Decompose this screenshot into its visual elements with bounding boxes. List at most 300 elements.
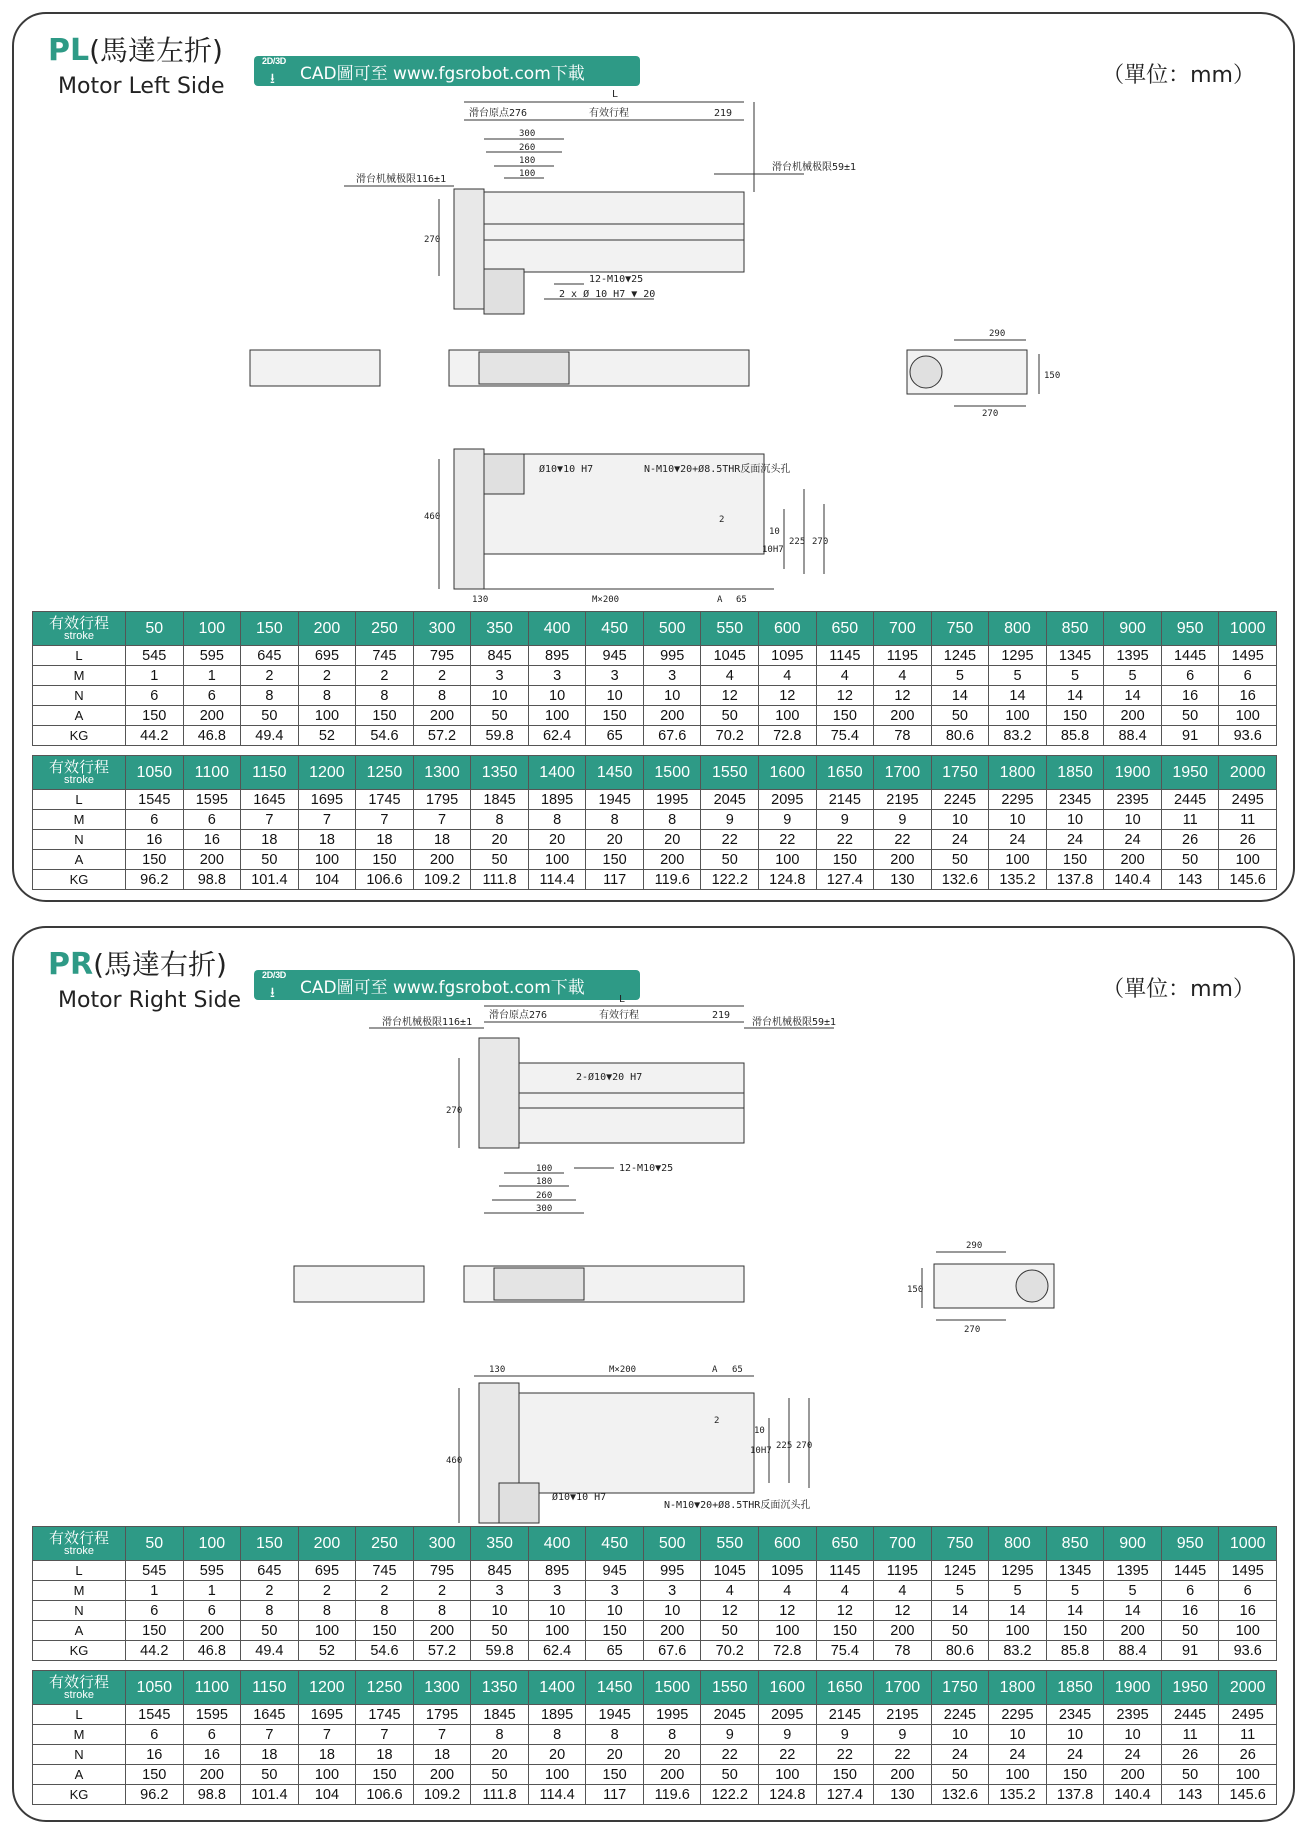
table-cell: 50 (931, 1765, 989, 1785)
table-cell: 8 (586, 1725, 644, 1745)
table-cell: 4 (874, 1581, 932, 1601)
table-cell: 7 (413, 1725, 471, 1745)
table-cell: 22 (874, 1745, 932, 1765)
table-cell: 24 (931, 1745, 989, 1765)
stroke-value: 400 (528, 612, 586, 646)
table-cell: 10 (528, 686, 586, 706)
table-cell: 2495 (1219, 1705, 1277, 1725)
table-cell: 52 (298, 726, 356, 746)
download-icon: 2D/3D ⭳ (262, 970, 287, 1000)
table-cell: 1945 (586, 790, 644, 810)
table-cell: 200 (1104, 706, 1162, 726)
table-cell: 127.4 (816, 1785, 874, 1805)
table-cell: 16 (183, 830, 241, 850)
table-cell: 24 (989, 830, 1047, 850)
table-cell: 150 (356, 850, 414, 870)
table-cell: 6 (1219, 1581, 1277, 1601)
dim-limit-left: 滑台机械极限116±1 (382, 1017, 473, 1028)
table-cell: 1395 (1104, 1561, 1162, 1581)
table-cell: 1 (183, 666, 241, 686)
table-cell: 57.2 (413, 1641, 471, 1661)
table-cell: 26 (1161, 830, 1219, 850)
table-cell: 100 (528, 1765, 586, 1785)
technical-drawing (14, 928, 1297, 1528)
stroke-value: 1250 (356, 756, 414, 790)
table-cell: 50 (931, 850, 989, 870)
dim-10h7: 10H7 (750, 1446, 772, 1456)
dim-270-end: 270 (964, 1325, 981, 1335)
table-cell: 8 (586, 810, 644, 830)
table-cell: 11 (1161, 810, 1219, 830)
stroke-value: 250 (356, 1527, 414, 1561)
table-row (33, 1561, 1277, 1581)
table-cell: 1295 (989, 1561, 1047, 1581)
table-cell: 1695 (298, 1705, 356, 1725)
dim-460: 460 (446, 1456, 463, 1466)
unit-label: （單位：mm） (1102, 977, 1255, 1002)
row-label: KG (33, 1785, 126, 1805)
dim-10: 10 (769, 527, 780, 537)
table-cell: 8 (471, 810, 529, 830)
dim-290: 290 (989, 329, 1006, 339)
table-cell: 7 (356, 1725, 414, 1745)
table-cell: 2445 (1161, 790, 1219, 810)
table-cell: 10 (528, 1601, 586, 1621)
table-cell: 150 (816, 706, 874, 726)
table-cell: 2 (356, 666, 414, 686)
dim-10: 10 (754, 1426, 765, 1436)
stroke-value: 300 (413, 1527, 471, 1561)
dim-100: 100 (519, 169, 536, 179)
table-cell: 16 (1219, 686, 1277, 706)
table-row (33, 1621, 1277, 1641)
table-cell: 595 (183, 1561, 241, 1581)
table-cell: 200 (413, 1765, 471, 1785)
table-cell: 150 (586, 1621, 644, 1641)
stroke-value: 900 (1104, 1527, 1162, 1561)
table-cell: 80.6 (931, 726, 989, 746)
table-cell: 200 (1104, 1765, 1162, 1785)
table-cell: 50 (471, 1621, 529, 1641)
stroke-value: 1800 (989, 756, 1047, 790)
table-cell: 2195 (874, 1705, 932, 1725)
table-cell: 1545 (126, 790, 184, 810)
table-cell: 2 (413, 666, 471, 686)
table-cell: 1045 (701, 646, 759, 666)
table-cell: 5 (989, 1581, 1047, 1601)
table-cell: 18 (356, 830, 414, 850)
stroke-value: 450 (586, 612, 644, 646)
table-cell: 10 (1104, 1725, 1162, 1745)
table-cell: 645 (241, 646, 299, 666)
spec-table-1 (32, 1526, 1277, 1661)
table-cell: 62.4 (528, 1641, 586, 1661)
table-cell: 96.2 (126, 1785, 184, 1805)
dim-290: 290 (966, 1241, 983, 1251)
table-cell: 8 (298, 1601, 356, 1621)
dim-10h7: 10H7 (762, 545, 784, 555)
table-cell: 200 (413, 850, 471, 870)
table-cell: 1445 (1161, 646, 1219, 666)
stroke-value: 550 (701, 1527, 759, 1561)
table-cell: 100 (298, 1765, 356, 1785)
table-cell: 2395 (1104, 790, 1162, 810)
table-cell: 150 (586, 850, 644, 870)
stroke-value: 200 (298, 1527, 356, 1561)
table-cell: 9 (759, 810, 817, 830)
table-cell: 5 (989, 666, 1047, 686)
table-cell: 98.8 (183, 870, 241, 890)
stroke-value: 450 (586, 1527, 644, 1561)
title-en: Motor Right Side (58, 988, 242, 1013)
table-row (33, 726, 1277, 746)
table-cell: 1145 (816, 1561, 874, 1581)
table-cell: 4 (701, 666, 759, 686)
table-cell: 6 (1219, 666, 1277, 686)
row-label: L (33, 1705, 126, 1725)
table-row (33, 810, 1277, 830)
table-cell: 2245 (931, 790, 989, 810)
table-cell: 1545 (126, 1705, 184, 1725)
dim-180: 180 (519, 156, 536, 166)
table-cell: 2345 (1046, 790, 1104, 810)
table-cell: 80.6 (931, 1641, 989, 1661)
dim-2: 2 (719, 515, 725, 525)
table-cell: 2495 (1219, 790, 1277, 810)
stroke-header: 有效行程 stroke (33, 756, 126, 790)
table-row (33, 870, 1277, 890)
table-cell: 5 (1104, 1581, 1162, 1601)
table-cell: 24 (989, 1745, 1047, 1765)
table-cell: 50 (701, 850, 759, 870)
table-cell: 1745 (356, 1705, 414, 1725)
table-cell: 59.8 (471, 1641, 529, 1661)
table-cell: 1 (126, 1581, 184, 1601)
table-cell: 143 (1161, 870, 1219, 890)
stroke-value: 150 (241, 1527, 299, 1561)
stroke-value: 50 (126, 1527, 184, 1561)
table-cell: 54.6 (356, 726, 414, 746)
spec-table-2 (32, 755, 1277, 890)
table-cell: 122.2 (701, 870, 759, 890)
spec-table-1 (32, 611, 1277, 746)
table-cell: 46.8 (183, 1641, 241, 1661)
table-cell: 1845 (471, 790, 529, 810)
stroke-value: 600 (759, 612, 817, 646)
table-cell: 150 (356, 1765, 414, 1785)
stroke-value: 1300 (413, 756, 471, 790)
dim-219: 219 (712, 1010, 731, 1021)
table-cell: 78 (874, 1641, 932, 1661)
table-row (33, 850, 1277, 870)
table-cell: 9 (874, 1725, 932, 1745)
dim-mx200: M×200 (609, 1365, 637, 1375)
table-cell: 3 (528, 666, 586, 686)
table-cell: 50 (701, 706, 759, 726)
table-cell: 117 (586, 1785, 644, 1805)
table-cell: 20 (643, 1745, 701, 1765)
table-cell: 75.4 (816, 726, 874, 746)
stroke-value: 1950 (1161, 1671, 1219, 1705)
table-cell: 1845 (471, 1705, 529, 1725)
row-label: L (33, 646, 126, 666)
table-cell: 100 (528, 1621, 586, 1641)
table-cell: 1495 (1219, 1561, 1277, 1581)
table-cell: 49.4 (241, 726, 299, 746)
row-label: A (33, 706, 126, 726)
stroke-value: 350 (471, 612, 529, 646)
stroke-value: 1650 (816, 1671, 874, 1705)
dim-holes-m10: 12-M10▼25 (619, 1163, 674, 1174)
table-cell: 2045 (701, 1705, 759, 1725)
stroke-value: 1800 (989, 1671, 1047, 1705)
table-cell: 695 (298, 1561, 356, 1581)
stroke-value: 350 (471, 1527, 529, 1561)
table-cell: 2295 (989, 1705, 1047, 1725)
table-cell: 14 (989, 1601, 1047, 1621)
table-row (33, 1641, 1277, 1661)
table-cell: 135.2 (989, 1785, 1047, 1805)
table-cell: 10 (1046, 810, 1104, 830)
table-cell: 6 (126, 810, 184, 830)
table-cell: 70.2 (701, 1641, 759, 1661)
table-cell: 6 (1161, 1581, 1219, 1601)
table-cell: 100 (759, 1765, 817, 1785)
dim-150: 150 (907, 1285, 924, 1295)
table-cell: 22 (759, 1745, 817, 1765)
table-cell: 57.2 (413, 726, 471, 746)
stroke-value: 1850 (1046, 1671, 1104, 1705)
row-label: M (33, 1581, 126, 1601)
table-cell: 200 (183, 706, 241, 726)
stroke-value: 1750 (931, 1671, 989, 1705)
table-cell: 895 (528, 646, 586, 666)
table-cell: 10 (1046, 1725, 1104, 1745)
table-cell: 16 (1161, 1601, 1219, 1621)
table-cell: 100 (1219, 706, 1277, 726)
table-cell: 100 (989, 1621, 1047, 1641)
dim-225: 225 (789, 537, 806, 547)
table-cell: 50 (1161, 1765, 1219, 1785)
table-cell: 595 (183, 646, 241, 666)
table-cell: 10 (989, 1725, 1047, 1745)
dim-origin: 滑台原点276 (489, 1010, 548, 1021)
stroke-value: 1450 (586, 1671, 644, 1705)
table-cell: 1995 (643, 1705, 701, 1725)
table-cell: 130 (874, 870, 932, 890)
table-cell: 44.2 (126, 1641, 184, 1661)
table-cell: 150 (1046, 1621, 1104, 1641)
table-cell: 4 (816, 1581, 874, 1601)
table-cell: 200 (643, 1765, 701, 1785)
row-label: N (33, 686, 126, 706)
table-cell: 2145 (816, 790, 874, 810)
table-cell: 745 (356, 1561, 414, 1581)
table-cell: 67.6 (643, 1641, 701, 1661)
stroke-value: 1200 (298, 756, 356, 790)
row-label: L (33, 1561, 126, 1581)
table-cell: 26 (1161, 1745, 1219, 1765)
table-cell: 1345 (1046, 646, 1104, 666)
table-cell: 132.6 (931, 1785, 989, 1805)
table-cell: 14 (1104, 686, 1162, 706)
table-cell: 100 (298, 706, 356, 726)
table-cell: 150 (586, 706, 644, 726)
dim-A: A (712, 1365, 718, 1375)
table-cell: 2 (298, 666, 356, 686)
table-cell: 1145 (816, 646, 874, 666)
table-row (33, 1705, 1277, 1725)
table-cell: 24 (931, 830, 989, 850)
table-cell: 1495 (1219, 646, 1277, 666)
dim-270-end: 270 (982, 409, 999, 419)
table-cell: 50 (701, 1765, 759, 1785)
table-cell: 9 (759, 1725, 817, 1745)
stroke-value: 1400 (528, 1671, 586, 1705)
table-cell: 12 (759, 686, 817, 706)
table-cell: 8 (413, 1601, 471, 1621)
table-cell: 109.2 (413, 1785, 471, 1805)
table-row (33, 1785, 1277, 1805)
stroke-header-row (33, 1671, 1277, 1705)
table-cell: 6 (1161, 666, 1219, 686)
table-cell: 2195 (874, 790, 932, 810)
table-cell: 845 (471, 646, 529, 666)
table-cell: 1745 (356, 790, 414, 810)
table-cell: 12 (759, 1601, 817, 1621)
table-cell: 100 (989, 706, 1047, 726)
table-cell: 50 (931, 1621, 989, 1641)
table-cell: 1895 (528, 1705, 586, 1725)
dim-260: 260 (536, 1191, 553, 1201)
row-label: M (33, 666, 126, 686)
table-cell: 78 (874, 726, 932, 746)
table-cell: 20 (528, 1745, 586, 1765)
stroke-value: 1050 (126, 1671, 184, 1705)
table-cell: 140.4 (1104, 870, 1162, 890)
table-cell: 3 (586, 666, 644, 686)
table-cell: 3 (586, 1581, 644, 1601)
table-cell: 695 (298, 646, 356, 666)
table-cell: 200 (643, 1621, 701, 1641)
dim-219: 219 (714, 108, 733, 119)
table-cell: 8 (528, 1725, 586, 1745)
table-cell: 132.6 (931, 870, 989, 890)
motor-left-panel (12, 12, 1295, 902)
table-cell: 8 (471, 1725, 529, 1745)
stroke-header: 有效行程 stroke (33, 1671, 126, 1705)
stroke-value: 300 (413, 612, 471, 646)
model-code: PL (48, 33, 90, 68)
table-cell: 2 (241, 1581, 299, 1601)
table-cell: 200 (183, 1765, 241, 1785)
table-cell: 150 (1046, 706, 1104, 726)
table-cell: 26 (1219, 1745, 1277, 1765)
table-cell: 106.6 (356, 870, 414, 890)
table-cell: 135.2 (989, 870, 1047, 890)
table-cell: 9 (874, 810, 932, 830)
dim-150: 150 (1044, 371, 1061, 381)
table-cell: 745 (356, 646, 414, 666)
row-label: N (33, 830, 126, 850)
table-cell: 24 (1104, 1745, 1162, 1765)
table-cell: 2395 (1104, 1705, 1162, 1725)
table-cell: 10 (586, 1601, 644, 1621)
dim-100: 100 (536, 1164, 553, 1174)
stroke-value: 700 (874, 612, 932, 646)
stroke-value: 150 (241, 612, 299, 646)
table-cell: 8 (643, 1725, 701, 1745)
table-cell: 1195 (874, 1561, 932, 1581)
stroke-value: 900 (1104, 612, 1162, 646)
table-cell: 59.8 (471, 726, 529, 746)
table-cell: 50 (241, 706, 299, 726)
table-row (33, 1581, 1277, 1601)
stroke-value: 800 (989, 612, 1047, 646)
table-cell: 6 (183, 1725, 241, 1745)
table-cell: 114.4 (528, 1785, 586, 1805)
stroke-value: 1550 (701, 756, 759, 790)
table-cell: 1 (126, 666, 184, 686)
table-cell: 1345 (1046, 1561, 1104, 1581)
table-cell: 200 (643, 850, 701, 870)
table-cell: 100 (759, 850, 817, 870)
table-cell: 16 (1161, 686, 1219, 706)
table-cell: 11 (1219, 810, 1277, 830)
stroke-value: 650 (816, 612, 874, 646)
table-cell: 1945 (586, 1705, 644, 1725)
table-row (33, 790, 1277, 810)
spec-table-2 (32, 1670, 1277, 1805)
table-cell: 16 (126, 1745, 184, 1765)
stroke-value: 850 (1046, 1527, 1104, 1561)
dim-270: 270 (424, 235, 441, 245)
stroke-value: 1000 (1219, 1527, 1277, 1561)
table-cell: 8 (356, 686, 414, 706)
dim-130: 130 (489, 1365, 506, 1375)
stroke-value: 1700 (874, 1671, 932, 1705)
table-row (33, 666, 1277, 686)
table-cell: 50 (471, 1765, 529, 1785)
table-cell: 1095 (759, 1561, 817, 1581)
table-cell: 5 (931, 1581, 989, 1601)
table-cell: 795 (413, 646, 471, 666)
table-cell: 6 (126, 1725, 184, 1745)
stroke-value: 2000 (1219, 1671, 1277, 1705)
stroke-value: 50 (126, 612, 184, 646)
table-cell: 98.8 (183, 1785, 241, 1805)
stroke-value: 1450 (586, 756, 644, 790)
table-cell: 2145 (816, 1705, 874, 1725)
table-cell: 1245 (931, 646, 989, 666)
table-cell: 18 (356, 1745, 414, 1765)
table-cell: 5 (1046, 666, 1104, 686)
table-cell: 150 (1046, 850, 1104, 870)
table-cell: 14 (931, 1601, 989, 1621)
stroke-value: 1300 (413, 1671, 471, 1705)
stroke-value: 1900 (1104, 1671, 1162, 1705)
table-cell: 83.2 (989, 726, 1047, 746)
table-cell: 7 (241, 1725, 299, 1745)
table-cell: 100 (1219, 1621, 1277, 1641)
table-cell: 46.8 (183, 726, 241, 746)
table-cell: 119.6 (643, 870, 701, 890)
row-label: KG (33, 1641, 126, 1661)
table-cell: 101.4 (241, 870, 299, 890)
table-cell: 150 (126, 1621, 184, 1641)
table-cell: 140.4 (1104, 1785, 1162, 1805)
table-cell: 18 (241, 830, 299, 850)
